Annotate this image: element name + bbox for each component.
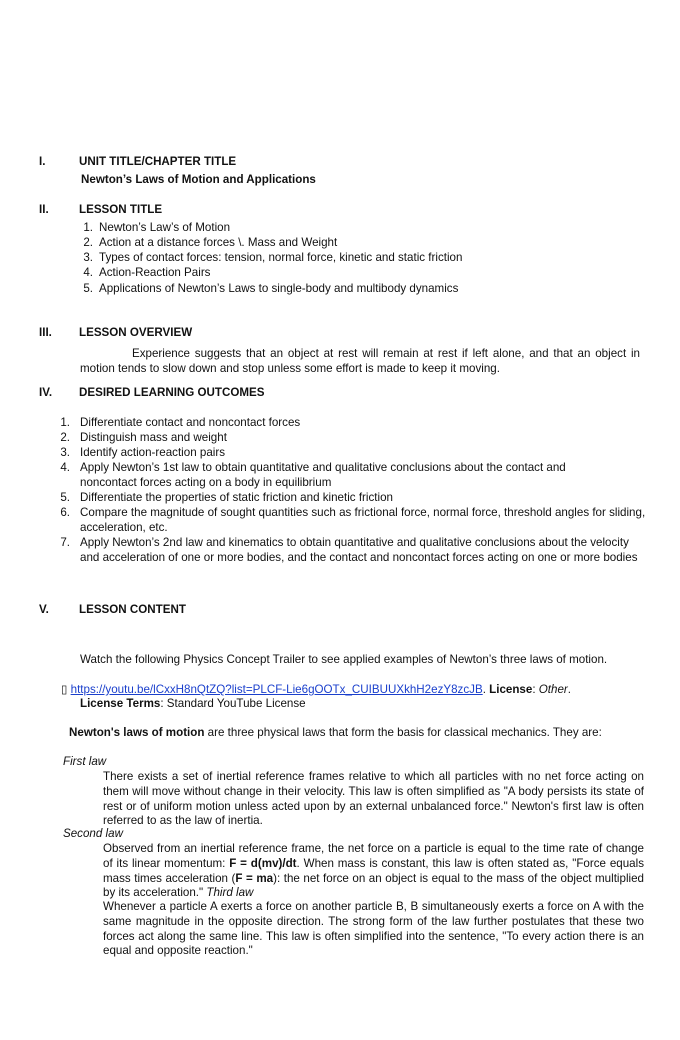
overview-paragraph: Experience suggests that an object at rest will remain at rest if left alone, and that an object in motion tends to slow down and stop unless some effort is made to keep it moving. [80,347,640,375]
section-number: II. [39,203,49,216]
license-terms-value: Standard YouTube License [166,697,306,710]
license-value: Other [538,683,568,696]
section-number: IV. [39,386,53,399]
second-law-text: Observed from an inertial reference frame, the net force on a particle is equal to the time rate of change of its linear momentum: F = d(mv)/dt. When mass is constant, this law is often stated as, "Force equals mass times acceleration (F = ma): the net force on an object is equal to the mass of the object multiplied by its acceleration." Third law [103,842,644,900]
first-law-text: There exists a set of inertial reference frames relative to which all particles with no net force acting on them will move without change in their velocity. This law is often simplified as "A body persists its state of rest or of uniform motion unless acted upon by an external unbalanced force." Newton's first law is often referred to as the law of inertia. [103,770,644,828]
formula-momentum: F = d(mv)/dt [229,856,297,870]
section-heading-lesson-content: LESSON CONTENT [79,603,186,616]
video-link[interactable]: https://youtu.be/lCxxH8nQtZQ?list=PLCF-Lie6gOOTx_CUIBUUXkhH2ezY8zcJB [70,683,483,696]
section-heading-lesson-title: LESSON TITLE [79,203,163,216]
video-intro-text: Watch the following Physics Concept Trailer to see applied examples of Newton’s three laws of motion. [80,653,608,666]
license-terms-label: License Terms [80,697,161,710]
laws-intro-bold: Newton's laws of motion [69,726,205,739]
section-heading-lesson-overview: LESSON OVERVIEW [79,326,193,339]
third-law-text: Whenever a particle A exerts a force on another particle B, B simultaneously exerts a force on A with the same magnitude in the opposite direction. The strong form of the law further postulates that these two forces act along the same line. This law is often simplified into the sentence, "To every action there is an equal and opposite reaction." [103,900,644,958]
section-number: I. [39,155,46,168]
section-number: III. [39,326,52,339]
third-law-label: Third law [206,886,254,900]
formula-fma: F = ma [235,871,274,885]
license-label: License [489,683,533,696]
video-link-line: ▯ https://youtu.be/lCxxH8nQtZQ?list=PLCF-Lie6gOOTx_CUIBUUXkhH2ezY8zcJB. License: Other. [61,683,572,696]
second-law-label: Second law [63,827,123,840]
first-law-label: First law [63,755,107,768]
bullet-icon: ▯ [61,683,68,696]
section-heading-unit-title: UNIT TITLE/CHAPTER TITLE [79,155,237,168]
license-terms-line: License Terms: Standard YouTube License [80,697,306,710]
chapter-title: Newton’s Laws of Motion and Applications [81,173,316,186]
laws-intro-rest: are three physical laws that form the basis for classical mechanics. They are: [204,726,602,739]
section-heading-learning-outcomes: DESIRED LEARNING OUTCOMES [79,386,265,399]
section-number: V. [39,603,49,616]
laws-intro [69,726,649,741]
